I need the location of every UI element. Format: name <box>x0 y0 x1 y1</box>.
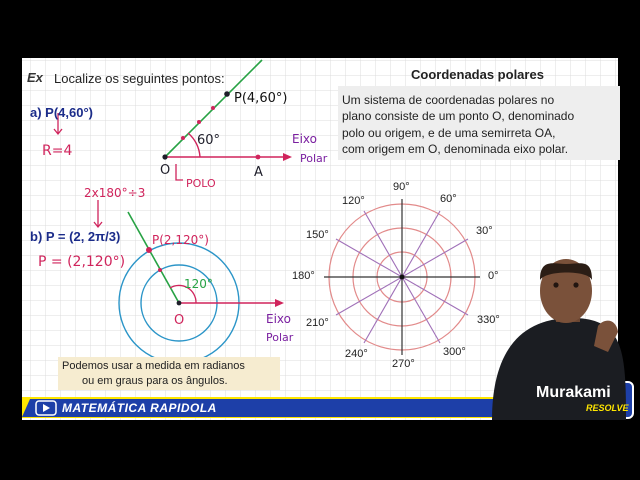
brand-name: Murakami <box>536 384 611 401</box>
angle-label-120: 120° <box>342 195 365 207</box>
theory-line-4: com origem em O, denominada eixo polar. <box>342 142 569 156</box>
angle-label-180: 180° <box>292 270 315 282</box>
b-result: P = (2,120°) <box>38 254 126 270</box>
angle-label-330: 330° <box>477 314 500 326</box>
b-conversion: 2x180°÷3 <box>84 186 146 200</box>
angle-label-90: 90° <box>393 181 410 193</box>
theory-line-1: Um sistema de coordenadas polares no <box>342 93 555 107</box>
angle-label-240: 240° <box>345 348 368 360</box>
channel-name: MATEMÁTICA RAPIDOLA <box>62 401 217 415</box>
note-line-2: ou em graus para os ângulos. <box>82 375 228 387</box>
note-line-1: Podemos usar a medida em radianos <box>62 360 245 372</box>
angle-label-30: 30° <box>476 225 493 237</box>
a-axis-label-2: Polar <box>300 152 328 165</box>
b-point-label: P(2,120°) <box>152 233 209 247</box>
angle-label-150: 150° <box>306 229 329 241</box>
a-pole-label: POLO <box>186 177 216 190</box>
angle-label-60: 60° <box>440 193 457 205</box>
a-axis-label-1: Eixo <box>292 132 317 146</box>
item-b-label: b) P = (2, 2π/3) <box>30 229 121 244</box>
angle-label-210: 210° <box>306 317 329 329</box>
b-axis-label-1: Eixo <box>266 312 291 326</box>
a-origin-label: O <box>160 163 171 178</box>
a-angle-label: 60° <box>197 133 221 148</box>
b-axis-label-2: Polar <box>266 331 294 344</box>
a-radius-label: R=4 <box>42 143 73 159</box>
b-angle-label: 120° <box>184 277 213 291</box>
b-origin-label: O <box>174 313 185 328</box>
angle-label-300: 300° <box>443 346 466 358</box>
brand-tag: RESOLVE <box>586 403 629 413</box>
theory-title: Coordenadas polares <box>411 67 544 82</box>
exercise-badge: Ex <box>27 70 43 85</box>
exercise-prompt: Localize os seguintes pontos: <box>54 71 225 86</box>
item-a-label: a) P(4,60°) <box>30 105 94 120</box>
angle-label-0: 0° <box>488 270 499 282</box>
theory-line-3: polo ou origem, e de uma semirreta OA, <box>342 126 556 140</box>
a-point-label: P(4,60°) <box>234 91 288 106</box>
a-pointA-label: A <box>254 165 263 180</box>
theory-line-2: plano consiste de um ponto O, denominado <box>342 109 575 123</box>
angle-label-270: 270° <box>392 358 415 370</box>
